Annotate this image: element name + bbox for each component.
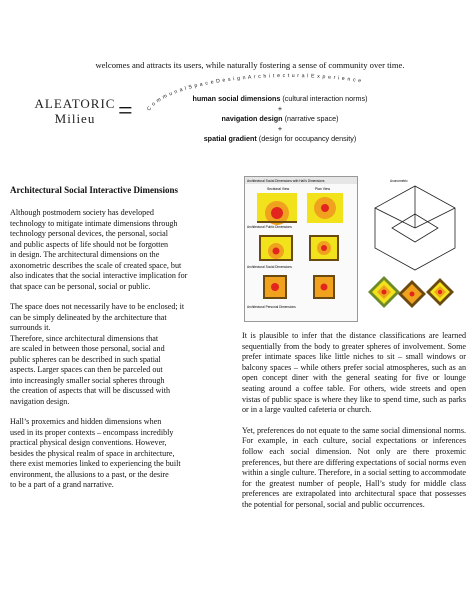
axo-title: Axonometric [390, 179, 408, 183]
row-label-personal: Architectural Personal Dimensions [247, 305, 296, 309]
ring-text: C o m m u n a l S p a c e D e s i g n A r c h i t e c t u r a l E x p e r i e n c e [146, 72, 363, 113]
row-personal [263, 275, 335, 299]
plus-sign: + [277, 124, 283, 133]
paragraph-5: Yet, preferences do not equate to the same social dimensional norms. For example, in each culture, social expectations or inferences follow each social dimension. Not only are there proxemic preferences, but there are differing expectations of social norms even within a single culture. Therefore, in a social setting to accommodate for the greatest number of people, Hall’s study for middle class preferences are extrapolated into architectural space that possesses the potential for personal, social and public occurrences. [242, 425, 466, 509]
axo-diamond-right [426, 278, 454, 306]
social-section-red [273, 248, 280, 255]
equals-sign: = [118, 96, 133, 125]
term-navigation: navigation design (narrative space) [221, 114, 339, 123]
public-section-floor [257, 221, 297, 223]
paragraph-4: It is plausible to infer that the distance classifications are learned sequentially from the body to greater spheres of involvement. Some prefer intimate spaces like little niches to sit – small windows or balcony spaces – while others prefer social atmospheres, such as an open concept diner with the general seating for five or lounge seating around a coffee table. For others, wide streets and open vistas of public space is where they like to spend time, such as parks or in a large vaulted cafeteria or church. [242, 331, 466, 415]
term-human-social: human social dimensions (cultural interaction norms) [192, 94, 368, 103]
personal-plan-red [321, 284, 328, 291]
row-social [259, 235, 339, 261]
right-column [242, 331, 466, 521]
paragraph-2: The space does not necessarily have to be enclosed; it can be simply delineated by the architecture that surrounds it. Therefore, since architectural dimensions that are scaled in between those personal, social and public spheres can be described in such spatial aspects. Larger spaces can then be parceled out into increasingly smaller social spheres through the creation of aspects that will be discussed with navigation design. [10, 302, 185, 406]
plus-sign: + [277, 104, 283, 113]
equation-rhs [160, 94, 400, 144]
left-column [10, 208, 242, 501]
public-section-red [271, 207, 283, 219]
row-label-social: Architectural Social Dimensions [247, 265, 292, 269]
axo-wireframe-cube [375, 186, 455, 270]
col-header-section: Sectional View [267, 187, 290, 191]
social-plan-red [321, 245, 327, 251]
dimensions-figure [244, 176, 358, 322]
axo-diamond-left [368, 276, 400, 308]
row-public [257, 193, 343, 225]
row-label-public: Architectural Public Dimensions [247, 225, 292, 229]
figure-title: Architectural Social Dimensions with Hall's Dimensions [247, 179, 325, 183]
intro-text: welcomes and attracts its users, while naturally fostering a sense of community over time. [95, 60, 405, 70]
aleatoric-word: ALEATORIC [34, 96, 116, 111]
equation-lhs [30, 96, 120, 126]
section-heading: Architectural Social Interactive Dimensions [10, 185, 179, 195]
col-header-plan: Plan View [315, 187, 331, 191]
milieu-word: Milieu [54, 111, 96, 126]
personal-section-red [271, 283, 279, 291]
paragraph-3: Hall’s proxemics and hidden dimensions when used in its proper contexts – encompass incredibly practical physical design conventions. However, besides the physical realm of space in architecture, there exist memories linked to experiencing the built environment, the allusions to a past, or the desire to be a part of a grand narrative. [10, 417, 181, 489]
public-plan-red [321, 204, 329, 212]
axo-diamond-center [398, 280, 426, 308]
axonometric-figure [360, 176, 470, 320]
term-spatial-gradient: spatial gradient (design for occupancy density) [203, 134, 357, 143]
paragraph-1: Although postmodern society has developed technology to mitigate intimate dimensions through technology personal devices, the personal, social and public aspects of life should not be forgotten in design. The architectural dimensions on the axonometric describes the scale of created space, but also indicates that the social interactive implication for that space can be personal, social or public. [10, 208, 188, 291]
